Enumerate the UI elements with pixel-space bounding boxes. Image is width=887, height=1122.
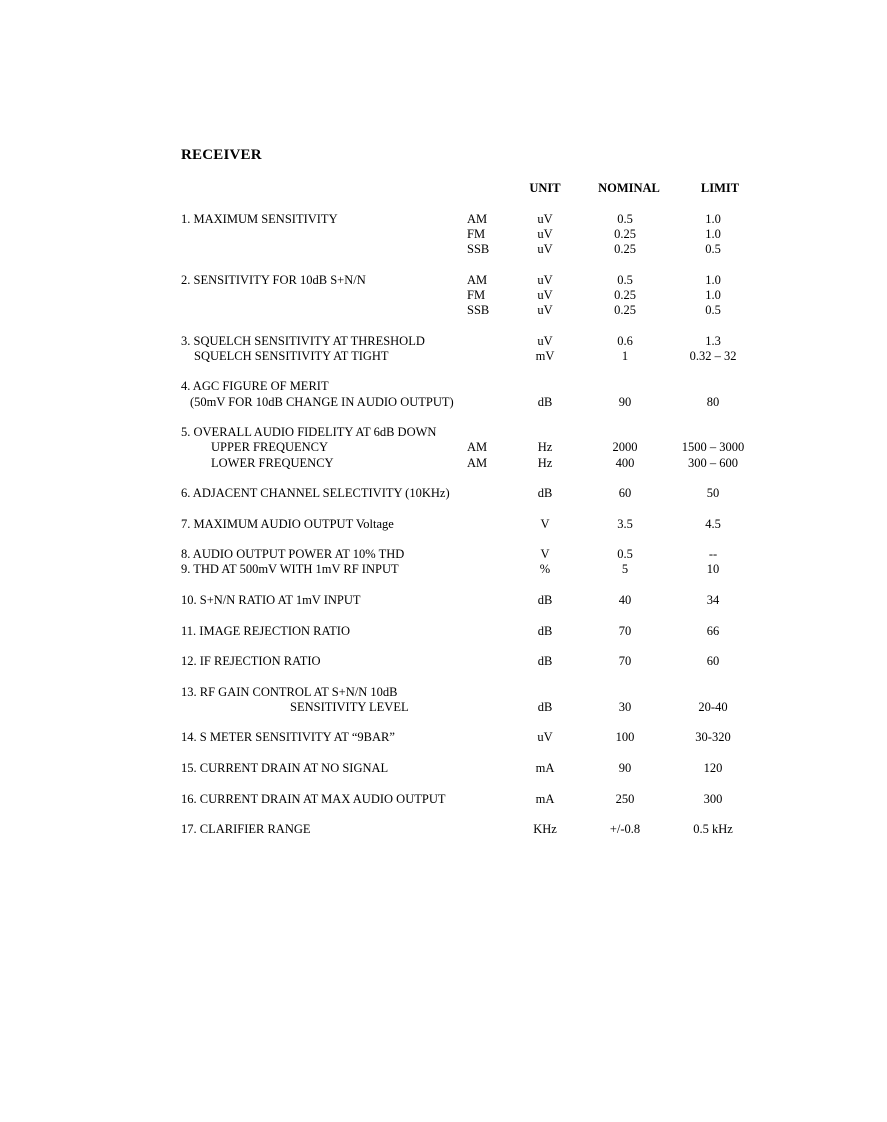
- nominal-cell: 30: [618, 700, 632, 714]
- nominal-cell: 70: [618, 654, 632, 668]
- unit-cell: dB: [537, 654, 553, 668]
- parameter-cell: 10. S+N/N RATIO AT 1mV INPUT: [181, 593, 361, 607]
- unit-cell: dB: [537, 593, 553, 607]
- parameter-cell: SQUELCH SENSITIVITY AT TIGHT: [194, 349, 389, 363]
- spec-line: [0, 456, 887, 471]
- unit-cell: mA: [535, 792, 555, 806]
- nominal-cell: 0.25: [614, 242, 636, 256]
- unit-cell: mA: [535, 761, 555, 775]
- nominal-cell: 0.6: [617, 334, 633, 348]
- spec-line: [0, 273, 887, 288]
- unit-cell: %: [539, 562, 551, 576]
- parameter-cell: 3. SQUELCH SENSITIVITY AT THRESHOLD: [181, 334, 425, 348]
- limit-cell: 0.5: [705, 303, 721, 317]
- nominal-cell: 100: [615, 730, 635, 744]
- parameter-cell: 7. MAXIMUM AUDIO OUTPUT Voltage: [181, 517, 394, 531]
- limit-cell: 0.5: [705, 242, 721, 256]
- limit-cell: 30-320: [695, 730, 731, 744]
- spec-line: [0, 562, 887, 577]
- nominal-cell: 60: [618, 486, 632, 500]
- spec-line: [0, 303, 887, 318]
- spec-line: [0, 593, 887, 608]
- unit-cell: Hz: [537, 440, 553, 454]
- unit-cell: Hz: [537, 456, 553, 470]
- limit-cell: 1.0: [705, 273, 721, 287]
- nominal-cell: 40: [618, 593, 632, 607]
- mode-cell: SSB: [467, 242, 490, 256]
- parameter-cell: 9. THD AT 500mV WITH 1mV RF INPUT: [181, 562, 399, 576]
- unit-cell: uV: [537, 227, 553, 241]
- nominal-cell: 5: [621, 562, 629, 576]
- unit-cell: V: [540, 547, 550, 561]
- limit-cell: 1.0: [705, 212, 721, 226]
- limit-cell: 20-40: [698, 700, 728, 714]
- unit-cell: dB: [537, 624, 553, 638]
- limit-cell: 0.5 kHz: [693, 822, 733, 836]
- header-limit: LIMIT: [700, 181, 740, 195]
- spec-line: [0, 379, 887, 394]
- spec-line: [0, 700, 887, 715]
- parameter-cell: 5. OVERALL AUDIO FIDELITY AT 6dB DOWN: [181, 425, 437, 439]
- spec-line: [0, 761, 887, 776]
- parameter-cell: SENSITIVITY LEVEL: [290, 700, 409, 714]
- mode-cell: AM: [467, 212, 488, 226]
- nominal-cell: 1: [621, 349, 629, 363]
- mode-cell: SSB: [467, 303, 490, 317]
- nominal-cell: 0.5: [617, 547, 633, 561]
- spec-line: [0, 792, 887, 807]
- nominal-cell: 0.25: [614, 303, 636, 317]
- spec-line: [0, 242, 887, 257]
- unit-cell: uV: [537, 288, 553, 302]
- spec-line: [0, 425, 887, 440]
- spec-line: [0, 440, 887, 455]
- nominal-cell: 0.5: [617, 273, 633, 287]
- spec-line: [0, 395, 887, 410]
- spec-line: [0, 624, 887, 639]
- parameter-cell: 1. MAXIMUM SENSITIVITY: [181, 212, 338, 226]
- unit-cell: KHz: [533, 822, 557, 836]
- mode-cell: FM: [467, 288, 486, 302]
- limit-cell: 80: [706, 395, 720, 409]
- limit-cell: 4.5: [705, 517, 721, 531]
- parameter-cell: 17. CLARIFIER RANGE: [181, 822, 311, 836]
- unit-cell: uV: [537, 334, 553, 348]
- spec-line: [0, 334, 887, 349]
- spec-line: [0, 822, 887, 837]
- mode-cell: FM: [467, 227, 486, 241]
- parameter-cell: 8. AUDIO OUTPUT POWER AT 10% THD: [181, 547, 405, 561]
- unit-cell: uV: [537, 730, 553, 744]
- nominal-cell: 70: [618, 624, 632, 638]
- parameter-cell: 4. AGC FIGURE OF MERIT: [181, 379, 329, 393]
- unit-cell: dB: [537, 395, 553, 409]
- limit-cell: 300: [703, 792, 723, 806]
- limit-cell: 34: [706, 593, 720, 607]
- limit-cell: 60: [706, 654, 720, 668]
- parameter-cell: UPPER FREQUENCY: [211, 440, 329, 454]
- spec-line: [0, 349, 887, 364]
- limit-cell: 10: [706, 562, 720, 576]
- parameter-cell: 13. RF GAIN CONTROL AT S+N/N 10dB: [181, 685, 398, 699]
- parameter-cell: 6. ADJACENT CHANNEL SELECTIVITY (10KHz): [181, 486, 450, 500]
- limit-cell: 50: [706, 486, 720, 500]
- parameter-cell: (50mV FOR 10dB CHANGE IN AUDIO OUTPUT): [190, 395, 454, 409]
- nominal-cell: 0.5: [617, 212, 633, 226]
- unit-cell: uV: [537, 273, 553, 287]
- unit-cell: uV: [537, 242, 553, 256]
- header-nominal: NOMINAL: [598, 181, 660, 195]
- spec-line: [0, 227, 887, 242]
- limit-cell: 1.3: [705, 334, 721, 348]
- nominal-cell: 3.5: [617, 517, 633, 531]
- unit-cell: uV: [537, 212, 553, 226]
- spec-line: [0, 547, 887, 562]
- spec-line: [0, 730, 887, 745]
- nominal-cell: 90: [618, 761, 632, 775]
- spec-line: [0, 486, 887, 501]
- mode-cell: AM: [467, 440, 488, 454]
- parameter-cell: 15. CURRENT DRAIN AT NO SIGNAL: [181, 761, 389, 775]
- limit-cell: 66: [706, 624, 720, 638]
- mode-cell: AM: [467, 273, 488, 287]
- nominal-cell: 2000: [612, 440, 638, 454]
- parameter-cell: 12. IF REJECTION RATIO: [181, 654, 321, 668]
- section-title: RECEIVER: [181, 147, 262, 163]
- unit-cell: V: [540, 517, 550, 531]
- parameter-cell: LOWER FREQUENCY: [211, 456, 334, 470]
- spec-line: [0, 288, 887, 303]
- unit-cell: dB: [537, 700, 553, 714]
- spec-line: [0, 517, 887, 532]
- unit-cell: mV: [535, 349, 555, 363]
- limit-cell: 120: [703, 761, 723, 775]
- spec-line: [0, 212, 887, 227]
- spec-line: [0, 685, 887, 700]
- unit-cell: dB: [537, 486, 553, 500]
- unit-cell: uV: [537, 303, 553, 317]
- limit-cell: 1500 – 3000: [681, 440, 745, 454]
- mode-cell: AM: [467, 456, 488, 470]
- parameter-cell: 11. IMAGE REJECTION RATIO: [181, 624, 350, 638]
- limit-cell: 1.0: [705, 288, 721, 302]
- nominal-cell: 0.25: [614, 288, 636, 302]
- limit-cell: --: [708, 547, 718, 561]
- nominal-cell: 400: [615, 456, 635, 470]
- nominal-cell: 0.25: [614, 227, 636, 241]
- limit-cell: 300 – 600: [688, 456, 738, 470]
- limit-cell: 1.0: [705, 227, 721, 241]
- parameter-cell: 14. S METER SENSITIVITY AT “9BAR”: [181, 730, 395, 744]
- nominal-cell: 250: [615, 792, 635, 806]
- nominal-cell: 90: [618, 395, 632, 409]
- parameter-cell: 16. CURRENT DRAIN AT MAX AUDIO OUTPUT: [181, 792, 446, 806]
- nominal-cell: +/-0.8: [609, 822, 641, 836]
- spec-line: [0, 654, 887, 669]
- parameter-cell: 2. SENSITIVITY FOR 10dB S+N/N: [181, 273, 366, 287]
- header-unit: UNIT: [529, 181, 561, 195]
- limit-cell: 0.32 – 32: [689, 349, 737, 363]
